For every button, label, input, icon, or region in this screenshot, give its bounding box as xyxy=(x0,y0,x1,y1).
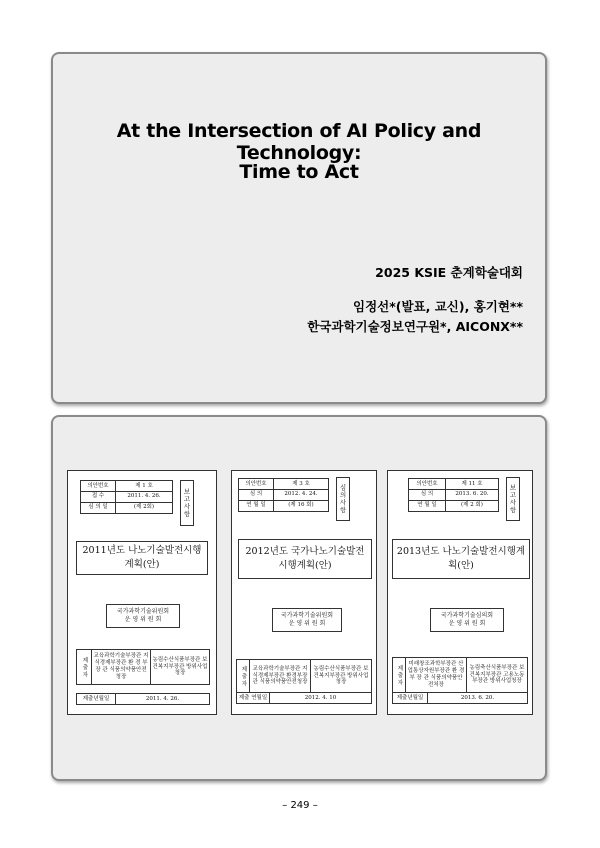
committee-line1: 국가과학기술위원회 xyxy=(280,611,334,619)
date-label: 제출년월일 xyxy=(76,693,116,705)
meeting-number: 제 3 호 xyxy=(273,478,329,490)
receipt-label: 심 의 xyxy=(238,489,274,501)
documents-slide xyxy=(51,415,547,781)
deliberation-number: (제 2회) xyxy=(115,502,173,514)
submitter-list-1: 교육과학기술부장관 지식경제부장관 환경부장관 식품의약품안전청장 xyxy=(249,659,311,693)
committee-line1: 국가과학기술심의회 xyxy=(440,611,494,619)
submission-date: 2011. 4. 26. xyxy=(115,693,210,705)
meeting-label: 의안번호 xyxy=(408,478,446,490)
meeting-label: 의안번호 xyxy=(80,480,116,492)
slide-title-line2: Time to Act xyxy=(239,161,359,183)
title-slide xyxy=(51,52,547,404)
committee-line1: 국가과학기술위원회 xyxy=(116,607,170,615)
receipt-date: 2013. 6. 20. xyxy=(445,489,499,501)
plan-document-2012 xyxy=(231,470,377,715)
affiliations: 한국과학기술정보연구원*, AICONX** xyxy=(307,319,523,334)
submitter-list-1: 교육과학기술부장관 지식경제부장관 환 경 부 장 관 식품의약품안전청장 xyxy=(91,649,151,685)
date-label: 제출 연월일 xyxy=(236,692,270,704)
deliberation-label: 연 월 일 xyxy=(238,500,274,512)
submitter-list-2: 농림수산식품부장관 보건복지부장관 방위사업청장 xyxy=(150,649,210,685)
document-title: 2011년도 나노기술발전시행계획(안) xyxy=(76,541,208,575)
deliberation-number: (제 2 회) xyxy=(445,500,499,512)
event-name: 2025 KSIE 춘계학술대회 xyxy=(375,265,523,280)
report-stamp: 보고사항 xyxy=(506,477,520,521)
receipt-label: 심 의 xyxy=(408,489,446,501)
receipt-date: 2012. 4. 24. xyxy=(273,489,329,501)
submitter-label: 제 출 자 xyxy=(392,657,406,693)
submitter-list-1: 미래창조과학부장관 산업통상자원부장관 환 경 부 장 관 식품의약품안전처장 xyxy=(405,657,467,693)
page-number: – 249 – xyxy=(282,800,318,811)
authors: 임정선*(발표, 교신), 홍기현** xyxy=(353,299,523,314)
meeting-number: 제 11 호 xyxy=(445,478,499,490)
committee-name xyxy=(106,604,180,628)
slide-title-line1: At the Intersection of AI Policy and Technology: xyxy=(116,120,482,164)
meeting-number: 제 1 호 xyxy=(115,480,173,492)
deliberation-label: 연 월 일 xyxy=(408,500,446,512)
submitter-label: 제 출 자 xyxy=(76,649,92,685)
deliberation-number: (제 16 회) xyxy=(273,500,329,512)
meeting-label: 의안번호 xyxy=(238,478,274,490)
report-stamp: 보고사항 xyxy=(180,480,194,526)
committee-line2: 운 영 위 원 회 xyxy=(448,620,486,627)
submission-date: 2012. 4. 10 xyxy=(269,692,372,704)
submitter-list-2: 농림축산식품부장관 보건복지부장관 고용노동부장관 방위사업청장 xyxy=(466,657,528,693)
receipt-date: 2011. 4. 26. xyxy=(115,491,173,503)
committee-name xyxy=(430,608,504,632)
deliberation-stamp: 심의사항 xyxy=(336,477,350,521)
committee-name xyxy=(272,608,342,632)
committee-line2: 운 영 위 원 회 xyxy=(288,620,326,627)
document-title: 2012년도 국가나노기술발전 시행계획(안) xyxy=(238,539,372,579)
submitter-list-2: 농림수산식품부장관 보건복지부장관 방위사업청장 xyxy=(310,659,372,693)
date-label: 제출년월일 xyxy=(392,692,428,704)
plan-document-2013 xyxy=(387,470,533,715)
receipt-label: 접 수 xyxy=(80,491,116,503)
committee-line2: 운 영 위 원 회 xyxy=(124,616,162,623)
document-title: 2013년도 나노기술발전시행계획(안) xyxy=(392,539,530,579)
submitter-label: 제 출 자 xyxy=(236,659,250,693)
plan-document-2011 xyxy=(67,470,217,715)
submission-date: 2013. 6. 20. xyxy=(427,692,528,704)
deliberation-label: 심 의 일 xyxy=(80,502,116,514)
